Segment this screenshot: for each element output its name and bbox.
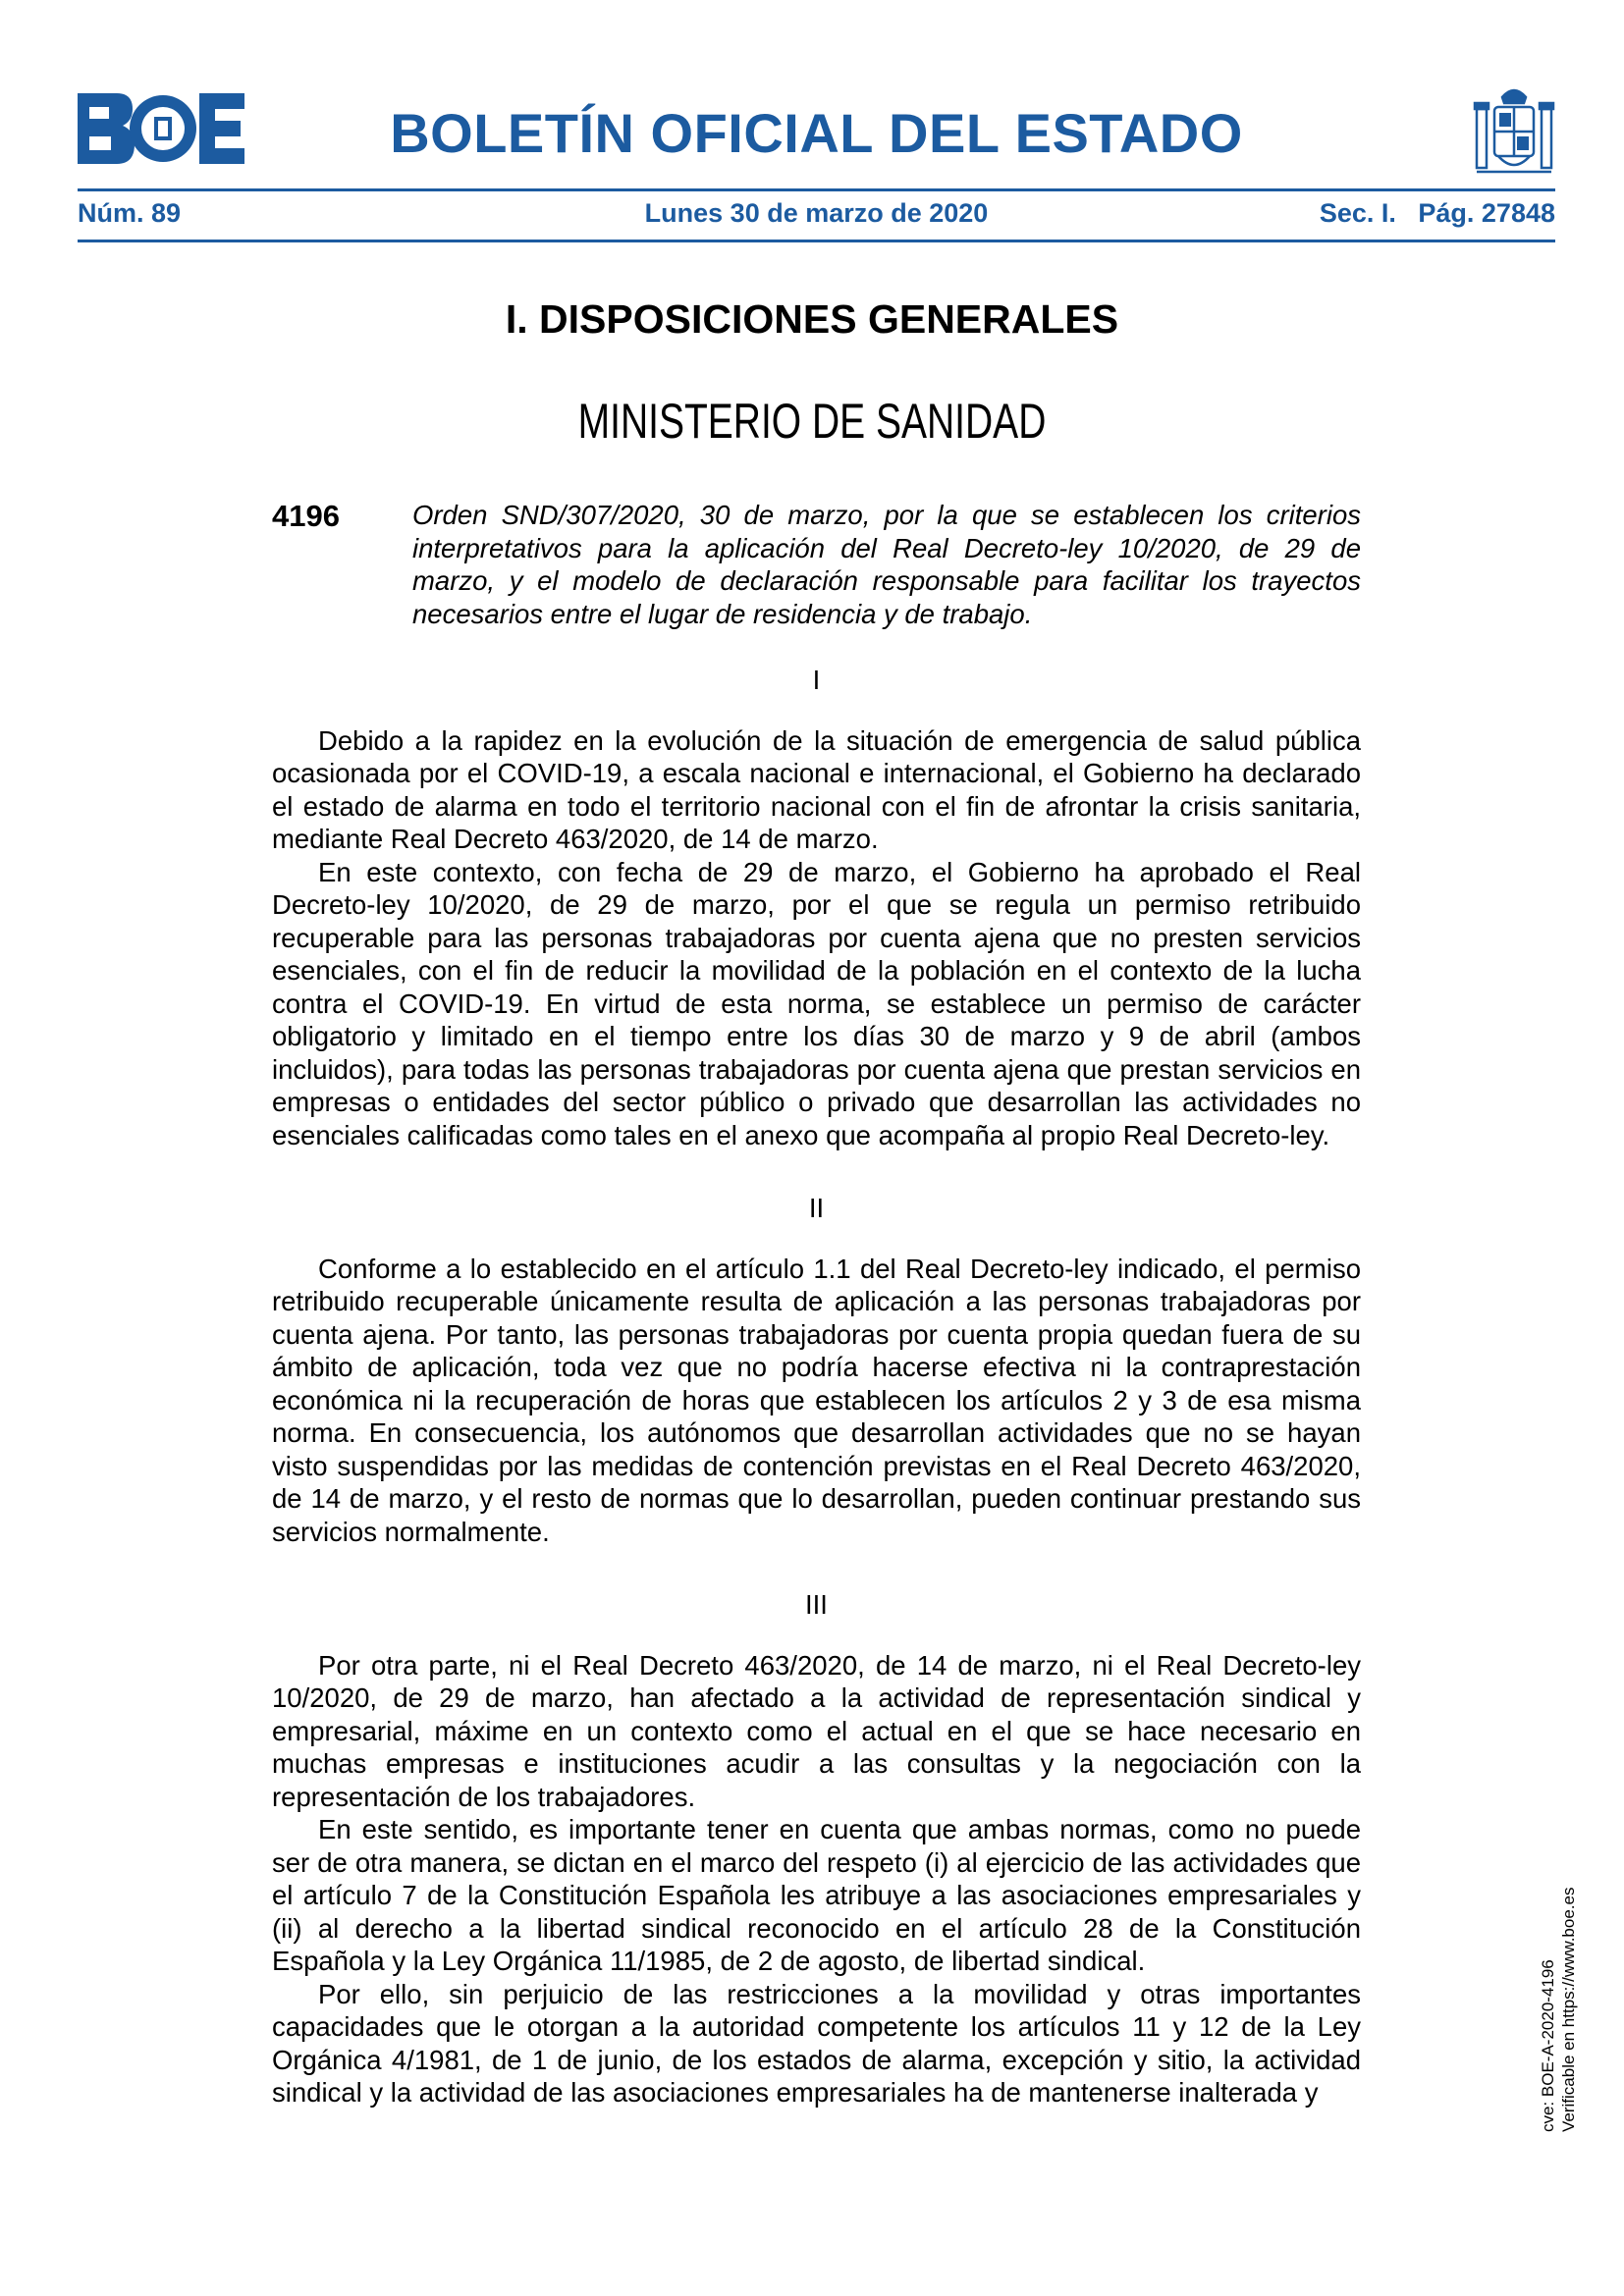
paragraph: Debido a la rapidez en la evolución de la situación de emergencia de salud pública ocasionada por el COVID-19, a escala nacional e internacional, el Gobierno ha declarado el estado de alarma en todo el territorio nacional con el fin de afrontar la crisis sanitaria, mediante Real Decreto 463/2020, de 14 de marzo. bbox=[272, 724, 1361, 854]
document-number: 4196 bbox=[272, 499, 340, 533]
section-heading: II bbox=[808, 1193, 825, 1223]
paragraph: Por otra parte, ni el Real Decreto 463/2020, de 14 de marzo, ni el Real Decreto-ley 10/2020, de 29 de marzo, han afectado a la actividad de representación sindical y empresarial, máxime en un contexto como el actual en el que se hace necesario en muchas empresas e instituciones acudir a las consultas y la negociación con la representación de los trabajadores. bbox=[272, 1649, 1361, 1812]
page-header bbox=[78, 93, 1555, 172]
issue-number: Núm. 89 bbox=[78, 198, 182, 228]
section-heading: I bbox=[812, 665, 821, 695]
document-body bbox=[272, 664, 1361, 2109]
paragraph: Conforme a lo establecido en el artículo 1.1 del Real Decreto-ley indicado, el permiso retribuido recuperable únicamente resulta de aplicación a las personas trabajadoras por cuenta ajena. Por tanto, las personas trabajadoras por cuenta propia quedan fuera de su ámbito de aplicación, toda vez que no podría hacerse efectiva ni la contraprestación económica ni la recuperación de horas que establecen los artículos 2 y 3 de esa misma norma. En consecuencia, los autónomos que desarrollan actividades que no se hayan visto suspendidas por las medidas de contención previstas en el Real Decreto 463/2020, de 14 de marzo, y el resto de normas que lo desarrollan, pueden continuar prestando sus servicios normalmente. bbox=[272, 1253, 1361, 1547]
section-heading: III bbox=[805, 1589, 828, 1620]
section-page bbox=[1320, 198, 1555, 229]
verification-link[interactable]: Verificable en https://www.boe.es bbox=[1559, 1887, 1578, 2132]
ministry-title: MINISTERIO DE SANIDAD bbox=[577, 394, 1047, 449]
cve-code: cve: BOE-A-2020-4196 bbox=[1539, 1959, 1557, 2132]
section-i bbox=[272, 664, 1361, 1151]
section-label: Sec. I. bbox=[1319, 198, 1396, 228]
paragraph: En este contexto, con fecha de 29 de marzo, el Gobierno ha aprobado el Real Decreto-ley 10/2020, de 29 de marzo, por el que se regula un permiso retribuido recuperable para las personas trabajadoras por cuenta ajena que no presten servicios esenciales, con el fin de reducir la movilidad de la población en el contexto de la lucha contra el COVID-19. En virtud de esta norma, se establece un permiso de carácter obligatorio y limitado en el tiempo entre los días 30 de marzo y 9 de abril (ambos incluidos), para todas las personas trabajadoras por cuenta ajena que prestan servicios en empresas o entidades del sector público o privado que desarrollan las actividades no esenciales calificadas como tales en el anexo que acompaña al propio Real Decreto-ley. bbox=[272, 856, 1361, 1150]
section-title: I. DISPOSICIONES GENERALES bbox=[505, 296, 1119, 342]
section-ii bbox=[272, 1192, 1361, 1548]
boe-logo bbox=[78, 93, 244, 164]
issue-date: Lunes 30 de marzo de 2020 bbox=[644, 198, 989, 228]
paragraph: Por ello, sin perjuicio de las restricciones a la movilidad y otras importantes capacidades que le otorgan a la autoridad competente los artículos 11 y 12 de la Ley Orgánica 4/1981, de 1 de junio, de los estados de alarma, excepción y sitio, la actividad sindical y la actividad de las asociaciones empresariales ha de mantenerse inalterada y bbox=[272, 1978, 1361, 2108]
page-number: Pág. 27848 bbox=[1418, 198, 1555, 228]
header-rule-bottom bbox=[78, 240, 1555, 242]
paragraph: En este sentido, es importante tener en cuenta que ambas normas, como no puede ser de otra manera, se dictan en el marco del respeto (i) al ejercicio de las actividades que el artículo 7 de la Constitución Española les atribuye a las asociaciones empresariales y (ii) al derecho a la libertad sindical reconocido en el artículo 28 de la Constitución Española y la Ley Orgánica 11/1985, de 2 de agosto, de libertad sindical. bbox=[272, 1814, 1361, 1976]
document-summary: Orden SND/307/2020, 30 de marzo, por la que se establecen los criterios interpretativos para la aplicación del Real Decreto-ley 10/2020, de 29 de marzo, y el modelo de declaración responsable para facilitar los trayectos necesarios entre el lugar de residencia y de trabajo. bbox=[412, 500, 1361, 629]
issue-meta bbox=[78, 198, 1555, 234]
journal-title: BOLETÍN OFICIAL DEL ESTADO bbox=[390, 102, 1243, 164]
coat-of-arms-icon bbox=[1473, 83, 1555, 182]
section-iii bbox=[272, 1588, 1361, 2109]
header-rule-top bbox=[78, 188, 1555, 191]
